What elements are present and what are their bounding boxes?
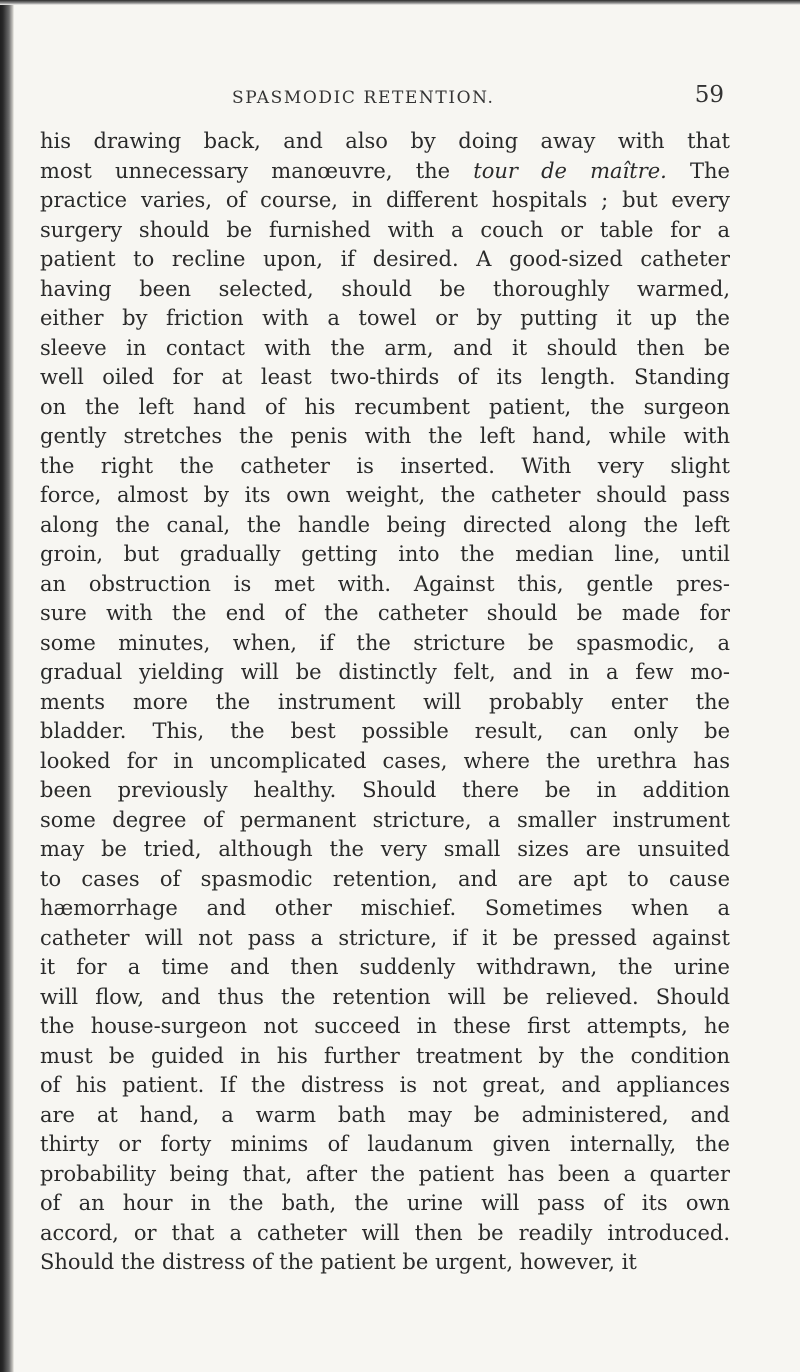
text-line: gently stretches the penis with the left hand, while with [40,424,730,448]
book-binding-shadow [0,0,14,1372]
text-line: the right the catheter is inserted. With very slight [40,453,730,478]
text-line: are at hand, a warm bath may be administered, and [40,1102,730,1127]
italic-phrase: tour de maître. [473,158,667,183]
text-line [40,157,730,187]
text-line: the house-surgeon not succeed in these first attempts, he [40,1014,730,1038]
text-line: of an hour in the bath, the urine will pass of its own [40,1191,730,1215]
text-line: practice varies, of course, in different hospitals ; but every [40,188,730,212]
text-line: must be guided in his further treatment by the condition [40,1043,730,1068]
text-line: Should the distress of the patient be urgent, however, it [40,1250,637,1274]
text-line: well oiled for at least two-thirds of its length. Standing [40,365,730,389]
text-line-end: The [666,158,730,183]
text-line: ments more the instrument will probably enter the [40,689,730,714]
text-line: some degree of permanent stricture, a smaller instrument [40,807,730,832]
text-line: may be tried, although the very small sizes are unsuited [40,837,730,861]
top-edge-shadow [0,0,800,5]
text-line: catheter will not pass a stricture, if it be pressed against [40,925,730,950]
text-line: along the canal, the handle being directed along the left [40,512,730,537]
text-line: accord, or that a catheter will then be readily introduced. [40,1220,730,1245]
text-line: surgery should be furnished with a couch or table for a [40,217,730,242]
text-line: sleeve in contact with the arm, and it should then be [40,335,730,360]
page-header [40,84,730,114]
text-line: patient to recline upon, if desired. A good-sized catheter [40,247,730,271]
text-line: some minutes, when, if the stricture be spasmodic, a [40,630,730,655]
page-number: 59 [694,82,724,108]
text-line: his drawing back, and also by doing away with that [40,129,730,153]
body-text [40,127,730,1278]
text-line: to cases of spasmodic retention, and are apt to cause [40,866,730,891]
text-line: gradual yielding will be distinctly felt, and in a few mo- [40,660,730,684]
text-line: bladder. This, the best possible result, can only be [40,719,730,743]
text-line: thirty or forty minims of laudanum given internally, the [40,1132,730,1156]
text-line: been previously healthy. Should there be in addition [40,778,730,802]
text-line: hæmorrhage and other mischief. Sometimes when a [40,896,730,920]
text-line: looked for in uncomplicated cases, where the urethra has [40,748,730,773]
text-line-start: most unnecessary manœuvre, the [40,158,474,183]
running-head: SPASMODIC RETENTION. [232,88,495,108]
text-line: on the left hand of his recumbent patient, the surgeon [40,394,730,419]
text-line: will flow, and thus the retention will be relieved. Should [40,984,730,1009]
text-line: sure with the end of the catheter should be made for [40,601,730,625]
text-line: it for a time and then suddenly withdrawn, the urine [40,955,730,979]
text-line: of his patient. If the distress is not great, and appliances [40,1073,730,1097]
text-line: either by friction with a towel or by putting it up the [40,306,730,330]
text-line: force, almost by its own weight, the catheter should pass [40,483,730,507]
text-line: an obstruction is met with. Against this, gentle pres- [40,571,730,596]
text-line: probability being that, after the patient has been a quarter [40,1161,730,1186]
text-line: having been selected, should be thoroughly warmed, [40,276,730,301]
text-line: groin, but gradually getting into the median line, until [40,542,730,566]
